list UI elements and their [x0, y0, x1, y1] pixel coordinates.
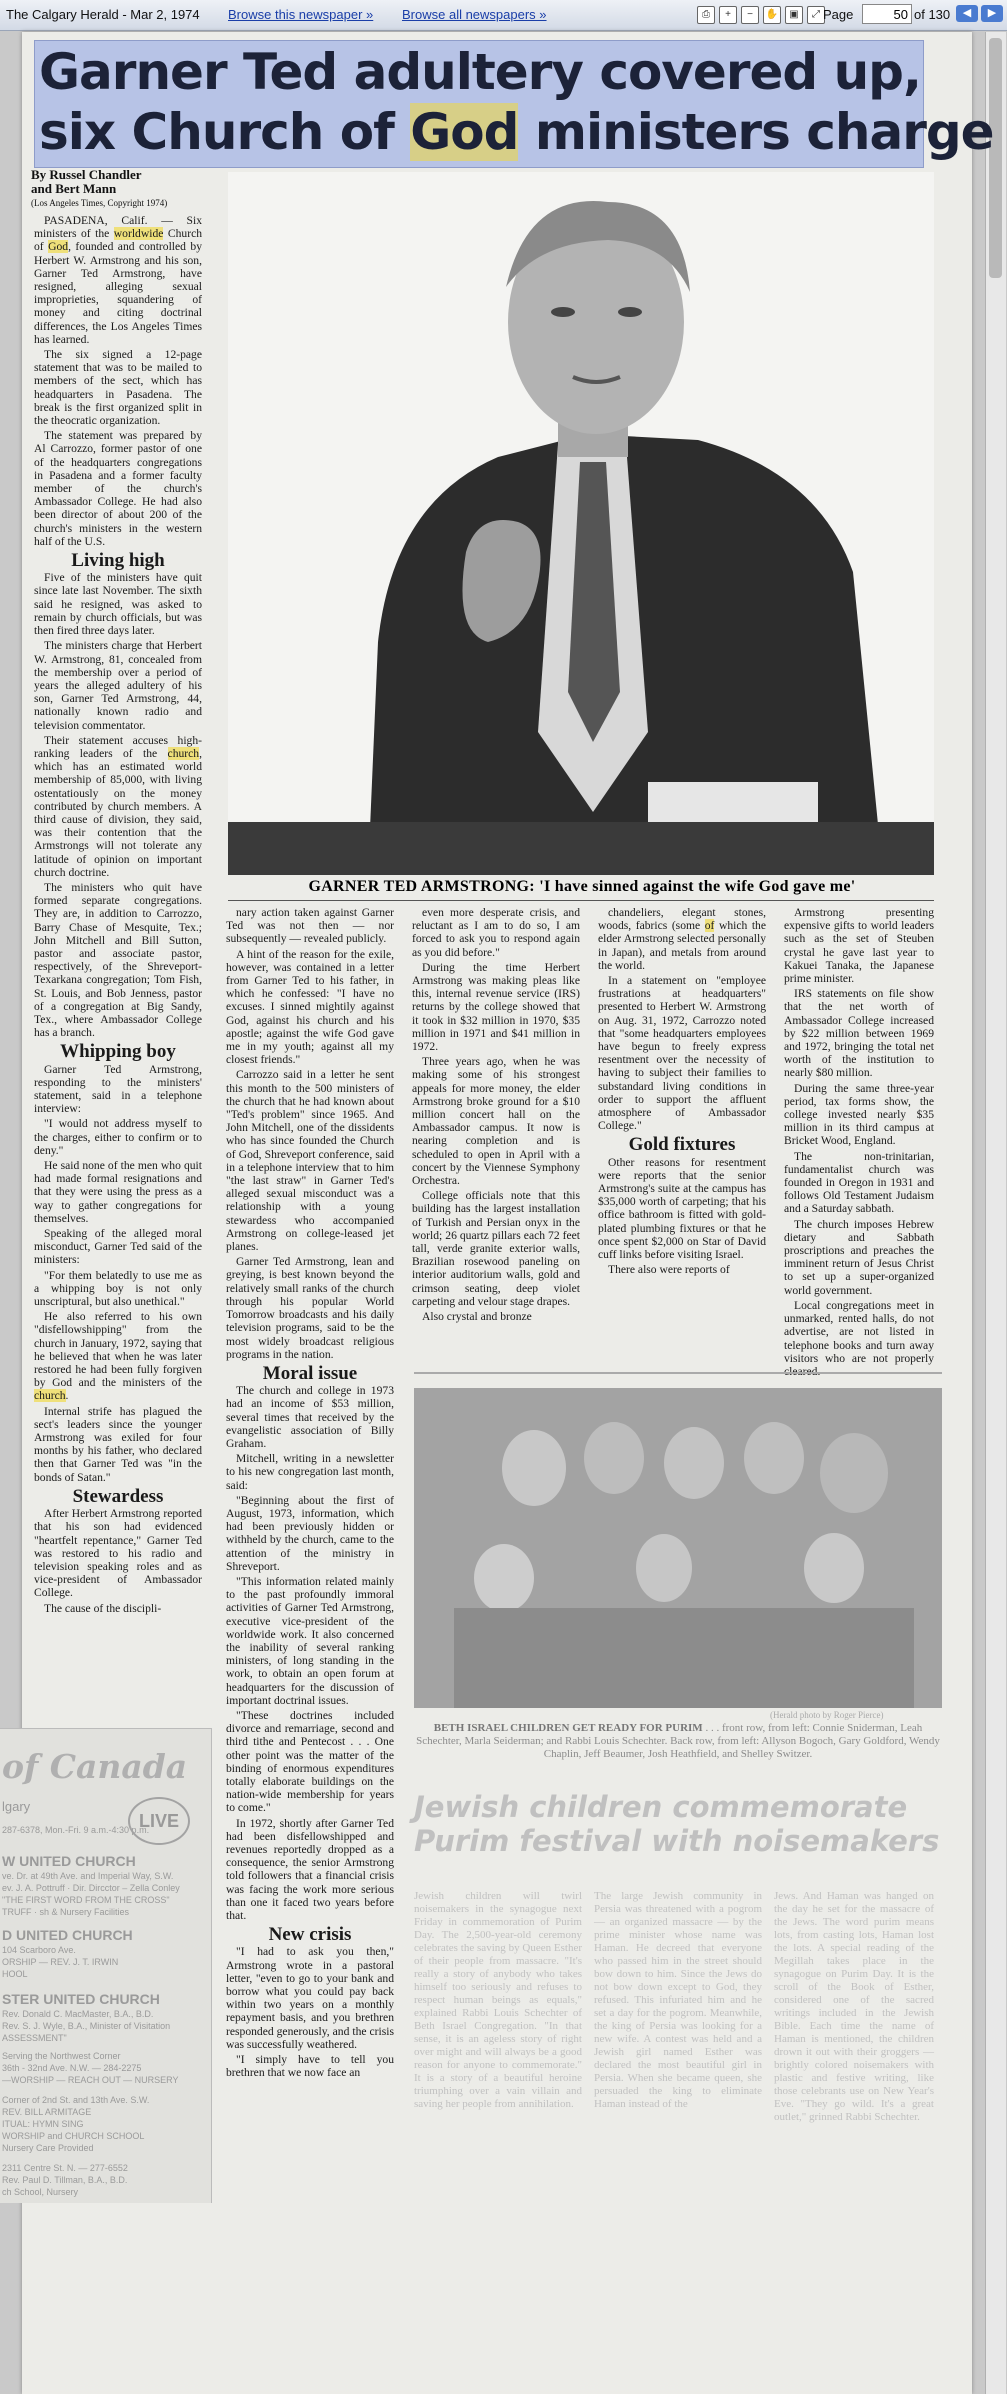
- paragraph: The statement was prepared by Al Carrozzo, former pastor of one of the headquarters congregations in Pasadena and a former faculty member of the church's Ambassador College. He had also been director of about 200 of the church's ministers in the western half of the U.S.: [34, 429, 202, 548]
- group-photo-illustration: [414, 1388, 942, 1708]
- church-name: STER UNITED CHURCH: [2, 1991, 160, 2007]
- paragraph: During the same three-year period, tax forms show, the college invested nearly $35 million in its third campus at Bricket Wood, England.: [784, 1081, 934, 1148]
- paragraph: The six signed a 12-page statement that was to be mailed to members of the sect, which has headquarters in Pasadena. The break is the first organized split in the theocratic organization.: [34, 348, 202, 428]
- search-highlight: of: [704, 919, 715, 933]
- previous-page-icon[interactable]: ◀: [956, 5, 978, 22]
- paragraph: College officials note that this building has the largest installation of Turkish and Persian onyx in the world; 26 quartz pillars each 72 feet tall, verde granite exterior walls, Brazilian rosewood paneling on interior auditorium walls, gold and crimson seating, deep violet carpeting and velour stage drapes.: [412, 1189, 580, 1308]
- ad-text: Rev. S. J. Wyle, B.A., Minister of Visitation: [2, 2021, 171, 2031]
- article-column-3: [412, 906, 580, 1325]
- page-number-input[interactable]: [862, 4, 912, 24]
- purim-column-1: Jewish children will twirl noisemakers in the synagogue next Friday in commemoration of Purim Day. The 2,500-year-old ceremony celebrates the saving by Queen Esther of their people from massacre. "It's really a story of anybody who takes himself too seriously and refuses to respect human beings as equals," explained Rabbi Louis Schechter of Beth Israel Congregation. "In that sense, it is an ageless story of right over might and will always be a good reason for anyone to commemorate." It is a story of a beautiful heroine triumphing over a vain villain and saving her people from annihilation.: [414, 1890, 582, 2110]
- article-column-4: [598, 906, 766, 1278]
- paragraph: The non-trinitarian, fundamentalist church was founded in Oregon in 1931 and follows Old Testament Judaism and a Saturday sabbath.: [784, 1149, 934, 1216]
- subhead: Whipping boy: [60, 1041, 176, 1063]
- hand-tool-icon[interactable]: ✋: [763, 6, 781, 24]
- paragraph: Garner Ted Armstrong, responding to the ministers' statement, said in a telephone interview:: [34, 1062, 202, 1116]
- paragraph: "For them belatedly to use me as a whipping boy is not only unscriptural, but also unethical.": [34, 1268, 202, 1309]
- paragraph: "I simply have to tell you brethren that we now face an: [226, 2053, 394, 2080]
- ad-text: Corner of 2nd St. and 13th Ave. S.W.: [2, 2095, 150, 2105]
- ad-text: WORSHIP and CHURCH SCHOOL: [2, 2131, 145, 2141]
- search-highlight: God: [48, 240, 69, 254]
- viewer-toolbar: [0, 0, 1007, 31]
- ad-text: HOOL: [2, 1969, 28, 1979]
- ad-text: ITUAL: HYMN SING: [2, 2119, 84, 2129]
- search-highlight: worldwide: [113, 227, 164, 241]
- headline-line-1: Garner Ted adultery covered up,: [39, 43, 921, 101]
- paragraph: Garner Ted Armstrong, lean and greying, is best known beyond the relatively small ranks of the church through his popular World Tomorrow broadcasts and his daily television programs, said to be the most widely broadcast religious programs in the nation.: [226, 1255, 394, 1361]
- paragraph: PASADENA, Calif. — Six ministers of the worldwide Church of God, founded and controlled by Herbert W. Armstrong and his son, Garner Ted Armstrong, have resigned, alleging sexual improprieties, squandering of money and citing doctrinal differences, the Los Angeles Times has learned.: [34, 214, 203, 346]
- ad-text: ve. Dr. at 49th Ave. and Imperial Way, S.W.: [2, 1871, 174, 1881]
- paragraph: The ministers charge that Herbert W. Armstrong, 81, concealed from the membership over a period of years the alleged adultery of his son, Garner Ted Armstrong, 44, nationally known radio and television commentator.: [34, 639, 202, 732]
- ad-text: ASSESSMENT": [2, 2033, 67, 2043]
- paragraph: A hint of the reason for the exile, however, was contained in a letter from Garner Ted to his father, in which he confessed: "I have no excuses. I sinned mightily against God, against his church and his apostle; against the wife God gave me in my youth; against all my closest friends.": [226, 947, 394, 1067]
- headline-line-2: [39, 103, 994, 161]
- purim-column-2: The large Jewish community in Persia was threatened with a pogrom — an organized massacre — by the prime minister whose name was Haman. He decreed that everyone who passed him in the street should bow down to him. Since the Jews do not bow down except to God, they refused. This infuriated him and he set a day for the pogrom. Meanwhile, the king of Persia was looking for a new wife. A contest was held and a Jewish girl named Esther was declared the most beautiful girl in Persia. When she became queen, she persuaded the king to eliminate Haman instead of the: [594, 1890, 762, 2110]
- caption-body: . . . front row, from left: Connie Sniderman, Leah Schechter, Marla Seiderman; and Rabbi Louis Schechter. Back row, from left: Allyson Bogoch, Gary Goldford, Wendy Chaplin, Jeff Beaumer, Josh Heathfield, and Shelley Switzer.: [416, 1722, 940, 1760]
- paragraph: Mitchell, writing in a newsletter to his new congregation last month, said:: [226, 1452, 394, 1492]
- paragraph: nary action taken against Garner Ted was not then — nor subsequently — revealed publicly.: [226, 906, 394, 946]
- paragraph: Internal strife has plagued the sect's leaders since the younger Armstrong was exiled for four months by his father, who declared then that Garner Ted was "in the bonds of Satan.": [34, 1404, 202, 1484]
- search-highlight: church: [167, 746, 200, 760]
- print-icon[interactable]: ⎙: [697, 6, 715, 24]
- paragraph: The cause of the discipli-: [44, 1601, 162, 1615]
- live-logo: LIVE: [128, 1797, 190, 1845]
- paragraph: In a statement on "employee frustrations at headquarters" presented to Herbert W. Armstrong on Aug. 31, 1972, Carrozzo noted that "some headquarters employees have begun to freely express resentment over the necessity of having to subject their families to substandard living conditions in order to support the affluent atmosphere of Ambassador College.": [598, 974, 766, 1133]
- ad-text: TRUFF · sh & Nursery Facilities: [2, 1907, 130, 1917]
- search-highlight: church: [34, 1389, 66, 1403]
- paragraph: He also referred to his own "disfellowshipping" from the church in January, 1972, saying that he believed that when he was later restored he had been fully forgiven by God and the ministers of the church.: [34, 1310, 202, 1403]
- subhead: Stewardess: [72, 1485, 164, 1507]
- subhead: Gold fixtures: [628, 1134, 736, 1156]
- purim-children-photo: [414, 1388, 942, 1708]
- paragraph: The ministers who quit have formed separate congregations. They are, in addition to Carrozzo, Barry Chase of Mesquite, Tex.; John Mitchell and Bill Sutton, pastor and associate pastor, respectively, of the Shreveport-Texarkana congregation; Tom Fish, St. Louis, and Bob Jenness, pastor of a congregation at Big Sandy, Tex., where Ambassador College has a branch.: [34, 880, 202, 1040]
- publication-title: The Calgary Herald - Mar 2, 1974: [6, 7, 200, 22]
- article-column-2: [226, 906, 394, 2081]
- ad-text: ORSHIP — REV. J. T. IRWIN: [2, 1957, 119, 1967]
- ad-heading: of Canada: [2, 1747, 188, 1786]
- fit-page-icon[interactable]: ▣: [785, 6, 803, 24]
- photo-credit: (Herald photo by Roger Pierce): [770, 1710, 884, 1720]
- page-total: of 130: [914, 7, 951, 22]
- ad-text: 287-6378, Mon.-Fri. 9 a.m.-4:30 p.m.: [2, 1825, 150, 1835]
- church-name: D UNITED CHURCH: [2, 1927, 133, 1943]
- paragraph: "This information related mainly to the past profoundly immoral activities of Garner Ted Armstrong, executive vice-president of the worldwide work. It also concerned the inability of several ranking ministers, of long standing in the work, to obtain an open forum at headquarters for the discussion of important doctrinal issues.: [226, 1574, 394, 1707]
- subhead: New crisis: [268, 1924, 352, 1946]
- paragraph: Three years ago, when he was making some of his strongest appeals for more money, the elder Armstrong broke ground for a $10 million concert hall on the Ambassador campus. It now is nearing completion and is scheduled to open in April with a concert by the Viennese Symphony Orchestra.: [412, 1055, 580, 1188]
- ad-text: Rev. Paul D. Tillman, B.A., B.D.: [2, 2175, 128, 2185]
- ad-text: Nursery Care Provided: [2, 2143, 94, 2153]
- zoom-in-icon[interactable]: +: [719, 6, 737, 24]
- paragraph: "These doctrines included divorce and remarriage, second and third tithe and Pentecost . . . One other point was the matter of the binding of enormous expenditures totally elaborate buildings on the nation-wide membership for years to come.": [226, 1708, 394, 1815]
- headline-text: six Church of: [39, 103, 411, 161]
- divider: [414, 1372, 942, 1374]
- paragraph: Other reasons for resentment were reports that the senior Armstrong's suite at the campus has $35,000 worth of carpeting; that his office bathroom is fitted with gold-plated plumbing fixtures or that he once spent $2,000 on Star of David cuff links before visiting Israel.: [598, 1155, 766, 1262]
- article-column-1: [34, 214, 202, 1617]
- paragraph: IRS statements on file show that the net worth of Ambassador College increased by $22 million between 1969 and 1972, bringing the total net worth of the institution to nearly $80 million.: [784, 987, 934, 1080]
- paragraph: Armstrong presenting expensive gifts to world leaders such as the set of Steuben crystal he gave last year to Kakuei Tanaka, the Japanese prime minister.: [784, 906, 934, 986]
- subhead: Living high: [71, 550, 165, 572]
- ad-text: Serving the Northwest Corner: [2, 2051, 121, 2061]
- paragraph: Five of the ministers have quit since late last November. The sixth said he resigned, was asked to remain by church officials, but was then fired three days later.: [34, 571, 202, 638]
- caption-title: BETH ISRAEL CHILDREN GET READY FOR PURIM: [433, 1722, 703, 1734]
- search-highlight: God: [410, 103, 519, 161]
- paragraph: During the time Herbert Armstrong was making pleas like this, internal revenue service (IRS) returns by the college showed that it took in $32 million in 1970, $35 million in 1971 and $41 million in 1972.: [412, 960, 580, 1054]
- ad-text: ch School, Nursery: [2, 2187, 79, 2197]
- browse-newspaper-link[interactable]: Browse this newspaper »: [228, 7, 374, 22]
- church-name: W UNITED CHURCH: [2, 1853, 136, 1869]
- viewer-tools: [697, 6, 825, 24]
- paragraph: There also were reports of: [608, 1263, 730, 1277]
- purim-headline: Jewish children commemorate Purim festival with noisemakers: [414, 1790, 940, 1858]
- ad-text: ev. J. A. Pottruff · Dir. Dircctor – Zella Conley: [2, 1883, 180, 1893]
- article-column-5: [784, 906, 934, 1380]
- paragraph: "Beginning about the first of August, 1973, information, which had been previously hidden or withheld by the church, came to the attention of the ministry in Shreveport.: [226, 1493, 394, 1573]
- paragraph: even more desperate crisis, and reluctant as I am to do so, I am forced to ask you to respond again as you did before.": [412, 906, 580, 959]
- subhead: Moral issue: [262, 1362, 358, 1384]
- photo-caption: GARNER TED ARMSTRONG: 'I have sinned against the wife God gave me': [308, 878, 856, 895]
- paragraph: Their statement accuses high-ranking leaders of the church, which has an estimated world membership of 85,000, with living ostentatiously on the money contributed by church members. A third cause of division, they said, was their contention that the Armstrongs will not tolerate any latitude of opinion on important church doctrine.: [34, 733, 202, 879]
- browse-all-newspapers-link[interactable]: Browse all newspapers »: [402, 7, 547, 22]
- ad-text: 104 Scarboro Ave.: [2, 1945, 76, 1955]
- paragraph: The church imposes Hebrew dietary and Sabbath proscriptions and preaches the imminent return of Jesus Christ to set up a super-organized world government.: [784, 1217, 934, 1297]
- paragraph: Local congregations meet in unmarked, rented halls, do not advertise, are not listed in telephone books and turn away visitors who are not properly: [784, 1298, 934, 1365]
- byline-source: (Los Angeles Times, Copyright 1974): [31, 198, 168, 208]
- divider: [228, 900, 934, 901]
- paragraph: Also crystal and bronze: [422, 1310, 532, 1324]
- ad-text: "THE FIRST WORD FROM THE CROSS": [2, 1895, 170, 1905]
- portrait-illustration: [228, 172, 934, 875]
- byline: [31, 168, 211, 210]
- ad-text: 36th - 32nd Ave. N.W. — 284-2275: [2, 2063, 142, 2073]
- paragraph: After Herbert Armstrong reported that his son had evidenced "heartfelt repentance," Garner Ted was restored to his radio and television speaking roles and as vice-president of Ambassador College.: [34, 1507, 202, 1600]
- byline-author: By Russel Chandler: [31, 167, 142, 182]
- article-headline: [34, 40, 994, 168]
- next-page-icon[interactable]: ▶: [981, 5, 1003, 22]
- ad-text: 2311 Centre St. N. — 277-6552: [2, 2163, 128, 2173]
- full-screen-icon[interactable]: ⤢: [807, 6, 825, 24]
- zoom-out-icon[interactable]: −: [741, 6, 759, 24]
- ad-text: Rev. Donald C. MacMaster, B.A., B.D.: [2, 2009, 154, 2019]
- church-directory-ad: [0, 1728, 212, 2203]
- paragraph: chandeliers, elegant stones, woods, fabrics (some of which the elder Armstrong selected personally in Japan), and metals from around the world.: [598, 906, 766, 972]
- paragraph: Speaking of the alleged moral misconduct, Garner Ted said of the ministers:: [34, 1227, 202, 1267]
- paragraph: The church and college in 1973 had an income of $53 million, several times that received by the evangelistic association of Billy Graham.: [226, 1384, 394, 1450]
- ad-text: —WORSHIP — REACH OUT — NURSERY: [2, 2075, 179, 2085]
- paragraph: In 1972, shortly after Garner Ted had been disfellowshipped and revenues reportedly dropped as a consequence, the senior Armstrong told followers that a financial crisis was facing the work more serious than one it faced two years before that.: [226, 1816, 394, 1923]
- byline-author: and Bert Mann: [31, 181, 117, 196]
- headline-text: ministers charge: [518, 103, 994, 161]
- purim-column-3: Jews. And Haman was hanged on the day he set for the massacre of the Jews. The word purim means lots, from casting lots, Haman lost the lots. A special reading of the Megillah takes place in the synagogue on Purim Day. It is the scroll of the Book of Esther, considered one of the sacred writings included in the Jewish Bible. Each time the name of Haman is mentioned, the children drown it out with their groggers — brightly colored noisemakers with plastic and festive writing, like those celebrants use on New Year's Eve. "They go wild. It's a great outlet," grinned Rabbi Schechter.: [774, 1890, 934, 2123]
- paragraph: He said none of the men who quit had made formal resignations and that they were using the press as a way to gather congregations for themselves.: [34, 1159, 202, 1225]
- paragraph: Carrozzo said in a letter he sent this month to the 500 ministers of the church that he had known about "Ted's problem" since 1965. And John Mitchell, one of the dissidents who has since founded the Church of God, Shreveport conference, said in a telephone interview that to him "the last straw" in Garner Ted's alleged sexual misconduct was a relationship with a young stewardess who accompanied Armstrong on college-leased jet planes.: [226, 1068, 394, 1254]
- vertical-scrollbar[interactable]: [985, 32, 1006, 2394]
- paragraph: "I would not address myself to the charges, either to confirm or to deny.": [34, 1117, 202, 1157]
- page-label: Page: [823, 7, 854, 22]
- purim-caption: [414, 1722, 942, 1761]
- garner-ted-armstrong-photo: [228, 172, 934, 875]
- paragraph: "I had to ask you then," Armstrong wrote in a pastoral letter, "even to go to your bank and borrow what you could pay back within two years on a monthly repayment basis, and you brethren responded generously, and the crisis was successfully weathered.: [226, 1945, 394, 2051]
- ad-text: REV. BILL ARMITAGE: [2, 2107, 92, 2117]
- ad-text: lgary: [2, 1799, 31, 1814]
